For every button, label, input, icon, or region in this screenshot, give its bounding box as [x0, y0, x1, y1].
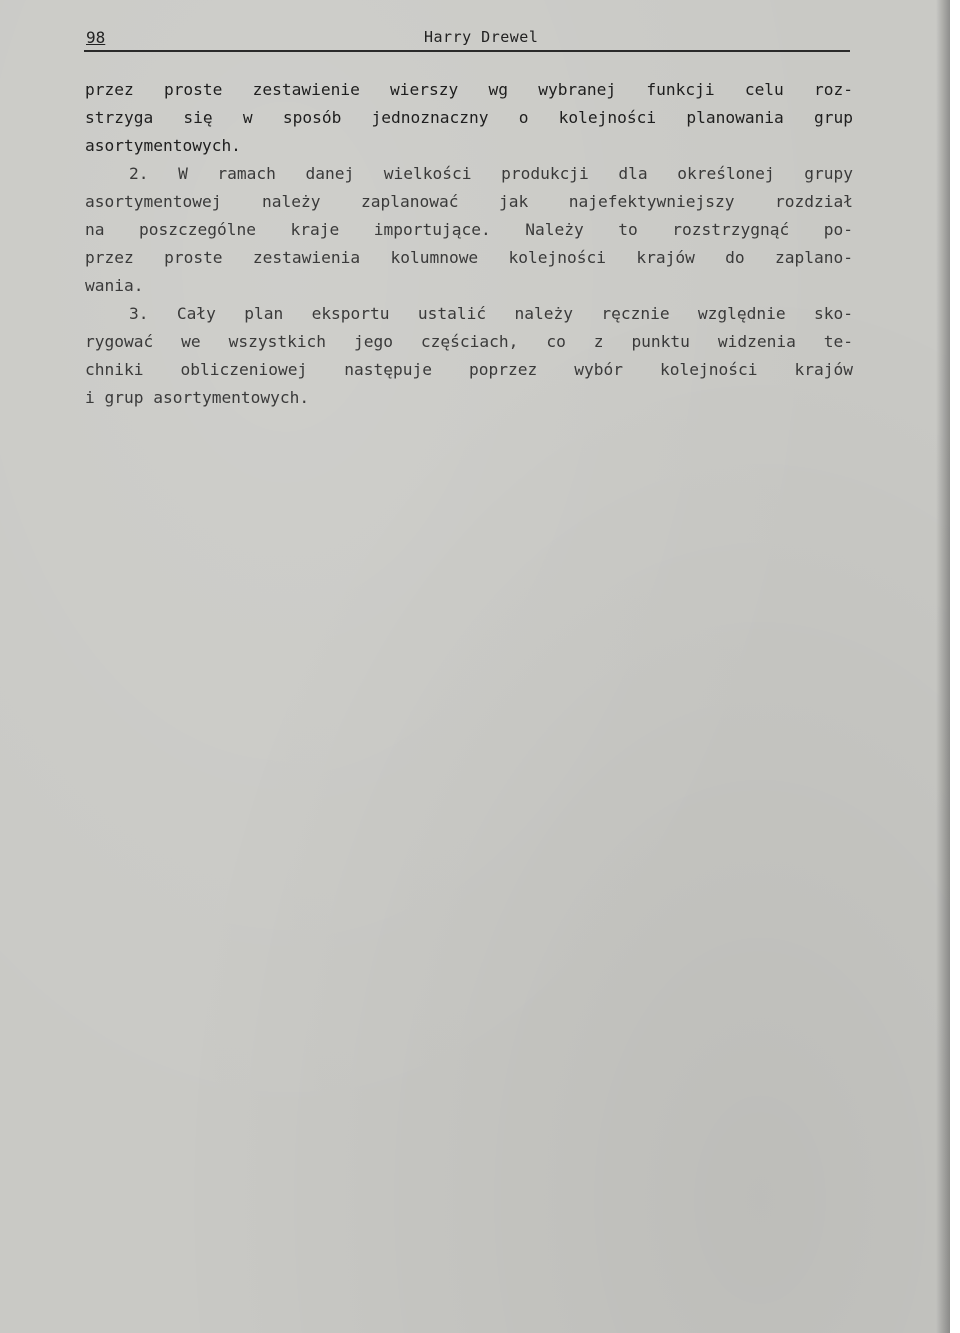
text-line: strzyga się w sposób jednoznaczny o kolejności planowania grup [85, 108, 853, 127]
text-line: asortymentowych. [85, 136, 241, 155]
body-text [85, 76, 853, 412]
text-line: asortymentowej należy zaplanować jak najefektywniejszy rozdział [85, 192, 853, 211]
text-line: rygować we wszystkich jego częściach, co z punktu widzenia te- [85, 332, 853, 351]
page-edge-shadow [936, 0, 950, 1333]
text-line: wania. [85, 276, 144, 295]
text-line: 3. Cały plan eksportu ustalić należy ręcznie względnie sko- [129, 304, 853, 323]
text-line: przez proste zestawienie wierszy wg wybranej funkcji celu roz- [85, 80, 853, 99]
text-line: chniki obliczeniowej następuje poprzez wybór kolejności krajów [85, 360, 853, 379]
text-line: 2. W ramach danej wielkości produkcji dla określonej grupy [129, 164, 853, 183]
text-line: przez proste zestawienia kolumnowe kolejności krajów do zaplano- [85, 248, 853, 267]
text-line: i grup asortymentowych. [85, 388, 310, 407]
page-number: 98 [86, 28, 106, 47]
header-rule [84, 50, 850, 52]
running-title: Harry Drewel [424, 28, 539, 46]
text-line: na poszczególne kraje importujące. Należy to rozstrzygnąć po- [85, 220, 853, 239]
page-header [84, 26, 850, 54]
